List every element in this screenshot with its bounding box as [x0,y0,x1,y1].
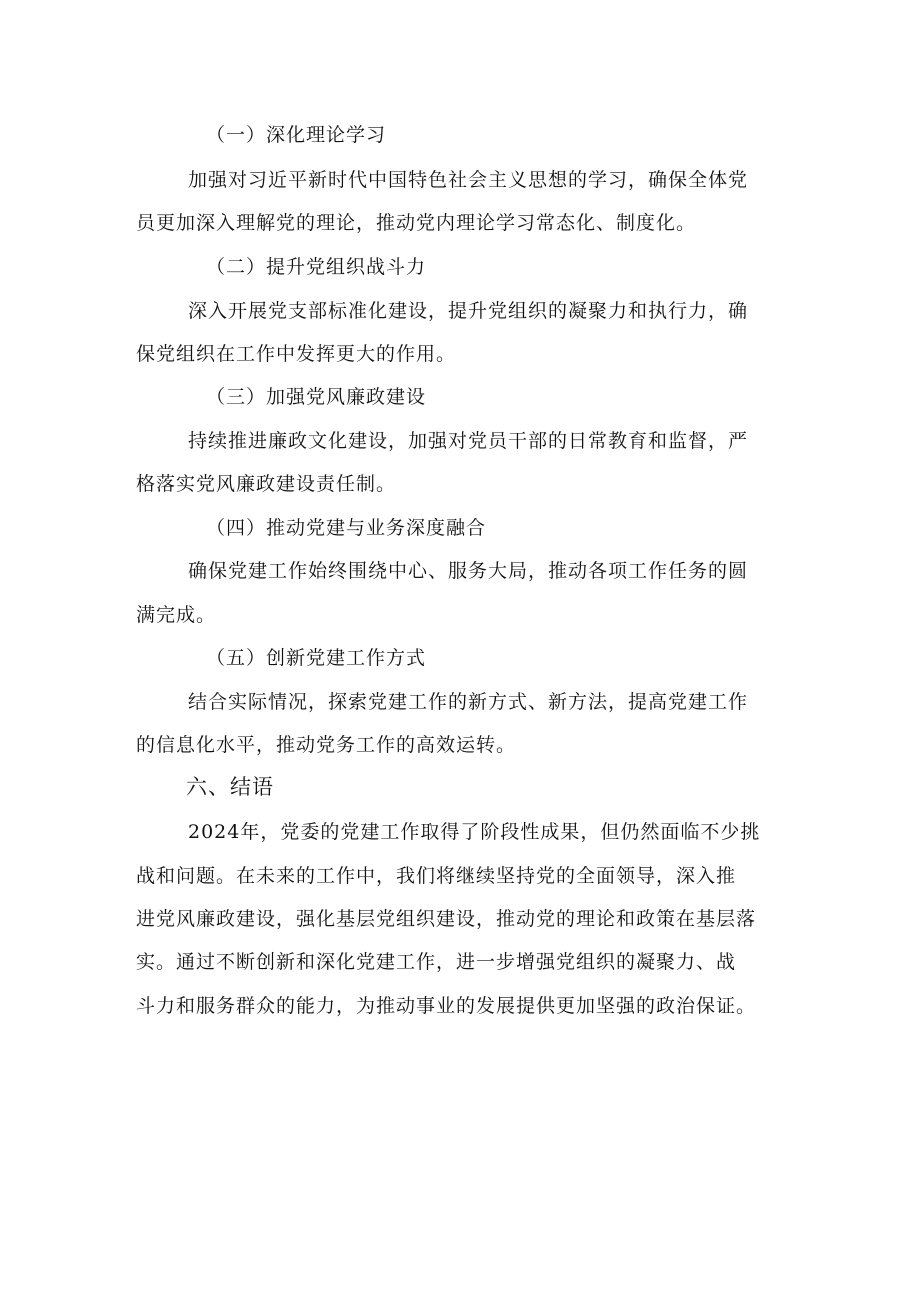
paragraph-line: 进党风廉政建设，强化基层党组织建设，推动党的理论和政策在基层落 [136,908,757,930]
paragraph-line: 实。通过不断创新和深化党建工作，进一步增强党组织的凝聚力、战 [136,951,737,973]
section-title-4: （四）推动党建与业务深度融合 [206,517,487,539]
paragraph-line: 确保党建工作始终围绕中心、服务大局，推动各项工作任务的圆 [188,560,749,582]
paragraph-line: 战和问题。在未来的工作中，我们将继续坚持党的全面领导，深入推 [136,865,737,887]
paragraph-line: 结合实际情况，探索党建工作的新方式、新方法，提高党建工作 [188,691,749,713]
paragraph-line: 持续推进廉政文化建设，加强对党员干部的日常教育和监督，严 [188,430,749,452]
paragraph-line: 的信息化水平，推动党务工作的高效运转。 [136,734,517,756]
paragraph-line: 2024年，党委的党建工作取得了阶段性成果，但仍然面临不少挑 [188,821,761,843]
section-title-5: （五）创新党建工作方式 [206,647,427,669]
section-title-3: （三）加强党风廉政建设 [206,386,427,408]
section-title-1: （一）深化理论学习 [206,124,387,146]
paragraph-line: 员更加深入理解党的理论，推动党内理论学习常态化、制度化。 [136,212,697,234]
paragraph-line: 格落实党风廉政建设责任制。 [136,473,397,495]
section-title-2: （二）提升党组织战斗力 [206,256,427,278]
paragraph-line: 斗力和服务群众的能力，为推动事业的发展提供更加坚强的政治保证。 [136,995,757,1017]
paragraph-line: 满完成。 [136,604,217,626]
paragraph-line: 加强对习近平新时代中国特色社会主义思想的学习，确保全体党 [188,169,749,191]
conclusion-heading: 六、结语 [186,775,274,799]
paragraph-line: 保党组织在工作中发挥更大的作用。 [136,343,457,365]
paragraph-line: 深入开展党支部标准化建设，提升党组织的凝聚力和执行力，确 [188,300,749,322]
